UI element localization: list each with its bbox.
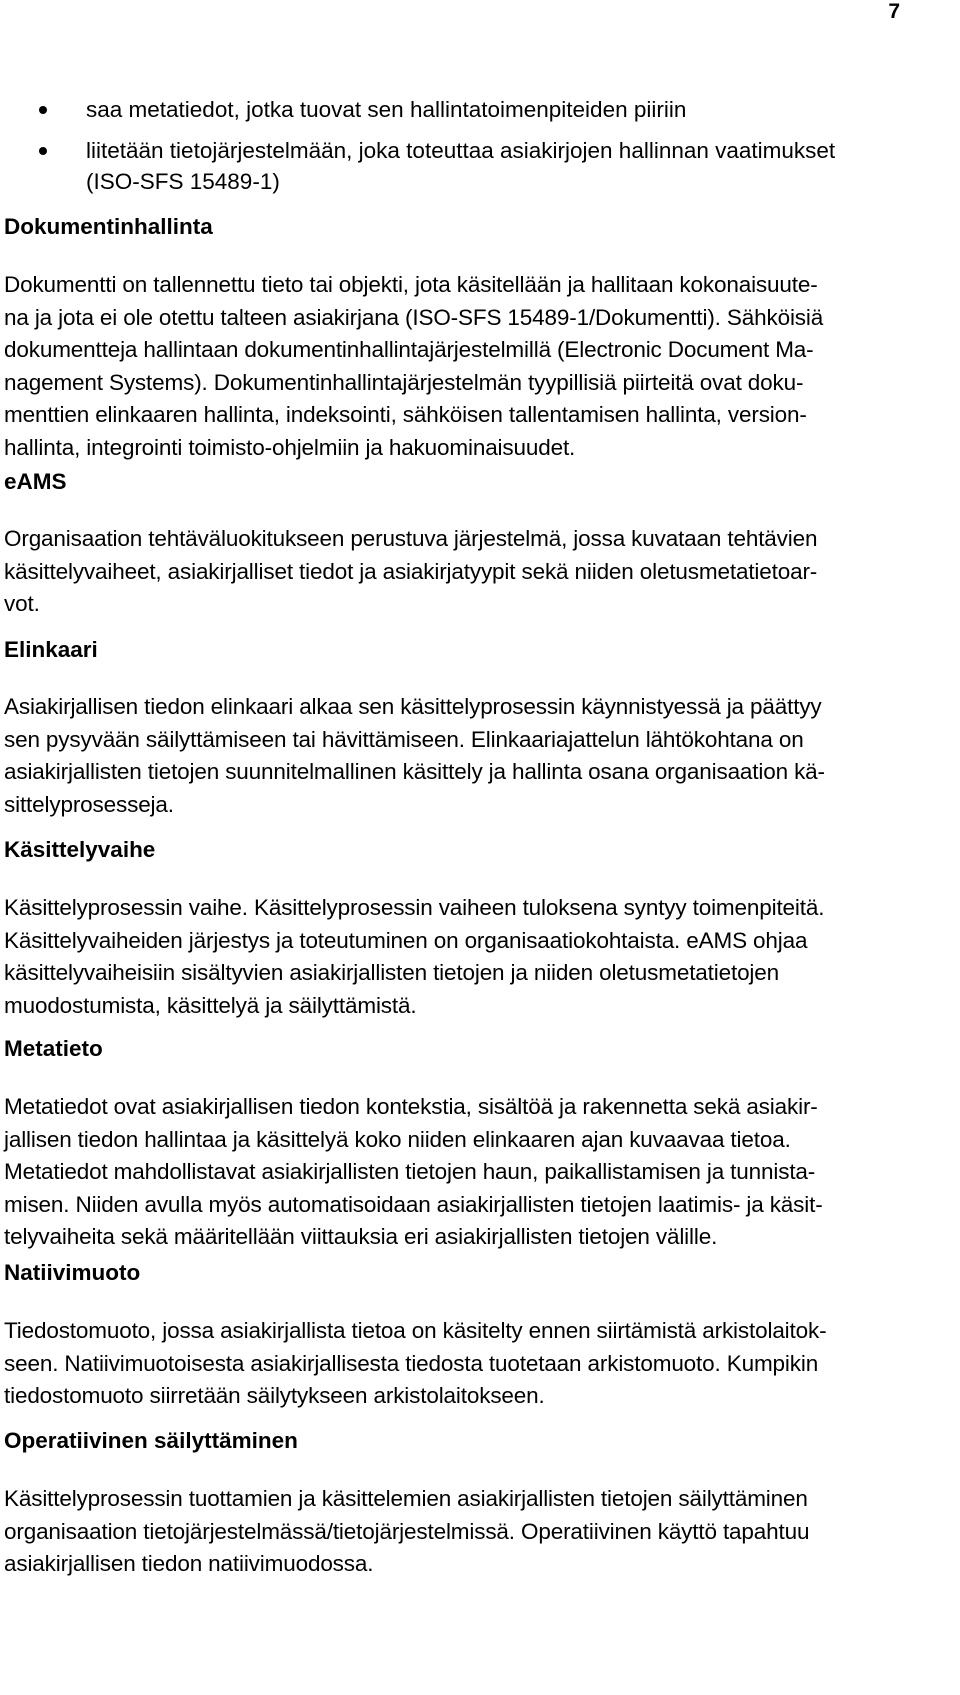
text-line: sittelyprosesseja. [4,791,174,817]
text-line: käsittelyvaiheet, asiakirjalliset tiedot ja asiakirjatyypit sekä niiden oletusmetatietoar- [4,558,818,584]
text-line: muodostumista, käsittelyä ja säilyttämistä. [4,992,417,1018]
bullet-text: liitetään tietojärjestelmään, joka toteuttaa asiakirjojen hallinnan vaatimukset [86,138,836,163]
text-line: Käsittelyprosessin tuottamien ja käsittelemien asiakirjallisten tietojen säilyttäminen [4,1486,808,1511]
text-line: na ja jota ei ole otettu talteen asiakirjana (ISO-SFS 15489-1/Dokumentti). Sähköisiä [4,304,824,330]
text-line: dokumentteja hallintaan dokumentinhallintajärjestelmillä (Electronic Document Ma- [4,337,814,363]
bullet-text: (ISO-SFS 15489-1) [86,169,280,194]
section-operatiivinen-sailyttaminen [4,1425,954,1581]
text-line: Metatiedot ovat asiakirjallisen tiedon kontekstia, sisältöä ja rakennetta sekä asiakir- [4,1094,818,1119]
text-line: Käsittelyvaiheiden järjestys ja toteutuminen on organisaatiokohtaista. eAMS ohjaa [4,927,808,953]
text-line: Tiedostomuoto, jossa asiakirjallista tietoa on käsitelty ennen siirtämistä arkistolaitok- [4,1318,827,1343]
section-heading: Dokumentinhallinta [4,214,213,239]
section-body [4,1315,954,1413]
page-number: 7 [888,0,900,23]
section-heading: eAMS [4,469,67,494]
section-body [4,1483,954,1581]
text-line: Metatiedot mahdollistavat asiakirjallisten tietojen haun, paikallistamisen ja tunnista- [4,1159,816,1185]
section-dokumentinhallinta [4,211,954,465]
section-heading: Elinkaari [4,637,98,662]
section-body [4,691,954,821]
text-line: nagement Systems). Dokumentinhallintajärjestelmän tyypillisiä piirteitä ovat doku- [4,369,804,395]
text-line: asiakirjallisen tiedon natiivimuodossa. [4,1551,374,1577]
section-heading: Käsittelyvaihe [4,837,156,862]
section-elinkaari [4,634,954,821]
text-line: tiedostomuoto siirretään säilytykseen arkistolaitokseen. [4,1383,545,1409]
text-line: asiakirjallisten tietojen suunnitelmallinen käsittely ja hallinta osana organisaation kä- [4,759,825,785]
text-line: sen pysyvään säilyttämiseen tai hävittämiseen. Elinkaariajattelun lähtökohtana on [4,726,804,752]
text-line: telyvaiheita sekä määritellään viittauksia eri asiakirjallisten tietojen välille. [4,1224,718,1250]
bullet-text: saa metatiedot, jotka tuovat sen hallintatoimenpiteiden piiriin [86,97,687,122]
section-kasittelyvaihe [4,834,954,1022]
text-line: seen. Natiivimuotoisesta asiakirjallisesta tiedosta tuotetaan arkistomuoto. Kumpikin [4,1350,819,1376]
section-heading: Operatiivinen säilyttäminen [4,1428,298,1453]
section-eams [4,466,954,621]
text-line: Organisaation tehtäväluokitukseen perustuva järjestelmä, jossa kuvataan tehtävien [4,526,818,551]
text-line: hallinta, integrointi toimisto-ohjelmiin ja hakuominaisuudet. [4,434,576,460]
section-body [4,1091,954,1254]
text-line: misen. Niiden avulla myös automatisoidaan asiakirjallisten tietojen laatimis- ja käsit- [4,1191,823,1217]
section-body [4,892,954,1022]
section-heading: Metatieto [4,1036,103,1061]
text-line: käsittelyvaiheisiin sisältyvien asiakirjallisten tietojen ja niiden oletusmetatietojen [4,960,780,986]
list-item [0,94,960,125]
text-line: Dokumentti on tallennettu tieto tai objekti, jota käsitellään ja hallitaan kokonaisuute- [4,272,818,297]
section-natiivimuoto [4,1257,954,1413]
bullet-icon [39,147,47,155]
section-body [4,523,954,621]
section-heading: Natiivimuoto [4,1260,141,1285]
text-line: Asiakirjallisen tiedon elinkaari alkaa sen käsittelyprosessin käynnistyessä ja päättyy [4,694,822,719]
text-line: jallisen tiedon hallintaa ja käsittelyä koko niiden elinkaaren ajan kuvaavaa tietoa. [4,1126,791,1152]
section-metatieto [4,1033,954,1254]
section-body [4,269,954,465]
text-line: vot. [4,591,40,617]
text-line: organisaation tietojärjestelmässä/tietojärjestelmissä. Operatiivinen käyttö tapahtuu [4,1518,810,1544]
list-item [0,135,960,197]
bullet-list [0,94,960,207]
bullet-icon [39,106,47,114]
text-line: Käsittelyprosessin vaihe. Käsittelyprosessin vaiheen tuloksena syntyy toimenpiteitä. [4,895,825,920]
text-line: menttien elinkaaren hallinta, indeksointi, sähköisen tallentamisen hallinta, version- [4,402,807,428]
